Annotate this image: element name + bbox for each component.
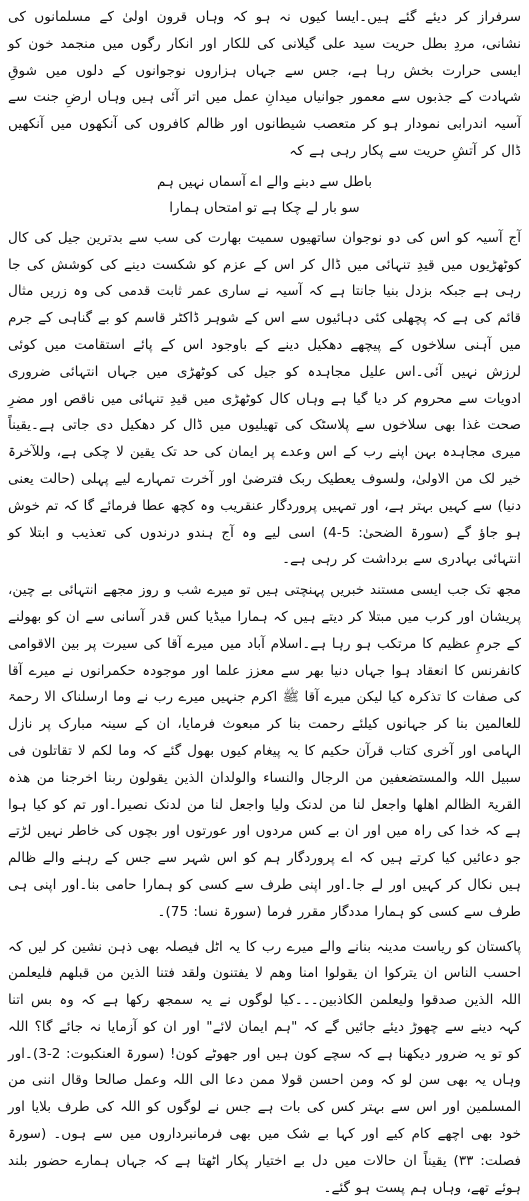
poetry-verse: باطل سے دبنے والے اے آسماں نہیں ہم: [8, 169, 521, 195]
article-paragraph: پاکستان کو ریاست مدینہ بنانے والے میرے رب کا یہ اٹل فیصلہ بھی ذہن نشین کر لیں کہ احسب الناس ان یترکوا ان یقولوا امنا وھم لا یفتنون ولقد فتنا الذین من قبلھم فلیعلمن اللہ الذین صدقوا ولیعلمن الکاذبین۔۔۔کیا لوگوں نے یہ سمجھ رکھا ہے کہ وہ بس اتنا کہہ دینے سے چھوڑ دیئے جائیں گے کہ "ہم ایمان لائے" اور ان کو آزمایا نہ جائے گا؟ اللہ کو تو یہ ضرور دیکھنا ہے کہ سچے کون ہیں اور جھوٹے کون! (سورۃ العنکبوت: 2-3)۔اور وہاں یہ بھی سن لو کہ ومن احسن قولا ممن دعا الی اللہ وعمل صالحا وقال اننی من المسلمین اور اس سے بہتر کس کی بات ہے جس نے لوگوں کو اللہ کی طرف بلایا اور خود بھی اچھے کام کیے اور کہا بے شک میں بھی فرمانبرداروں میں سے ہوں۔ (سورۃ فصلت: ۳۳) یقیناً ان حالات میں دل بے اختیار پکار اٹھتا ہے کہ جہاں ہمارے حضور بلند ہوئے تھے، وہاں ہم پست ہو گئے۔: [8, 934, 521, 1201]
article-paragraph: آج آسیہ کو اس کی دو نوجوان ساتھیوں سمیت بھارت کی سب سے بدترین جیل کی کال کوٹھڑیوں میں قیدِ تنہائی میں ڈال کر اس کے عزم کو شکست دینے کی کوشش کی جا رہی ہے جبکہ بزدل بنیا جانتا ہے کہ آسیہ نے ساری عمر ثابت قدمی کی وہ زریں مثال قائم کی ہے کہ پچھلی کئی دہائیوں سے اس کے شوہر ڈاکٹر قاسم کو بے گناہی کے جرم میں آہنی سلاخوں کے پیچھے دھکیل دینے کے باوجود اس کے پائے استقامت میں کوئی لرزش نہیں آئی۔اس علیل مجاہدہ کو جیل کی کوٹھڑی میں جہاں انتہائی ضروری ادویات سے محروم کر دیا گیا ہے وہاں کال کوٹھڑی میں قیدِ تنہائی میں ناقص اور مضرِ صحت غذا بھی سلاخوں سے پلاسٹک کی تھیلیوں میں ڈال کر دھکیل دی جاتی ہے۔یقیناً میری مجاہدہ بہن اپنے رب کے اس وعدے پر ایمان کی حد تک یقین لا چکی ہے، وللآخرۃ خیر لک من الاولیٰ، ولسوف یعطیک ربک فترضیٰ اور آخرت تمہارے لیے پہلی (حالت یعنی دنیا) سے کہیں بہتر ہے، اور تمہیں پروردگار عنقریب وہ کچھ عطا فرمائے گا کہ تم خوش ہو جاؤ گے (سورۃ الضحیٰ: 5-4) اسی لیے وہ آج ہندو درندوں کی تعذیب و ابتلا کو انتہائی بہادری سے برداشت کر رہی ہے۔: [8, 225, 521, 573]
poetry-verse: سو بار لے چکا ہے تو امتحاں ہمارا: [8, 195, 521, 221]
article-paragraph: سرفراز کر دیئے گئے ہیں۔ایسا کیوں نہ ہو کہ وہاں قرون اولیٰ کے مسلمانوں کی نشانی، مردِ بطل حریت سید علی گیلانی کی للکار اور انکار رگوں میں منجمد خون کو ایسی حرارت بخش رہا ہے، جس سے جہاں ہزاروں نوجوانوں کے دلوں میں شوقِ شہادت کے جذبوں سے معمور جوانیاں میدانِ عمل میں اتر آئی ہیں وہاں ارضِ جنت سے آسیہ اندرابی نمودار ہو کر متعصب شیطانوں اور ظالم کافروں کی آنکھوں میں آنکھیں ڈال کر آتشِ حریت سے پکار رہی ہے کہ: [8, 4, 521, 165]
spacer: [8, 926, 521, 934]
article-paragraph: مجھ تک جب ایسی مستند خبریں پہنچتی ہیں تو میرے شب و روز مجھے انتہائی بے چین، پریشان اور کرب میں مبتلا کر دیتے ہیں کہ ہمارا میڈیا کس قدر آسانی سے ان کو بھولنے کے جرمِ عظیم کا مرتکب ہو رہا ہے۔اسلام آباد میں میرے آقا کی سیرت پر بین الاقوامی کانفرنس کا انعقاد ہوا جہاں دنیا بھر سے معزز علما اور موجودہ حکمرانوں نے میرے آقا کی صفات کا تذکرہ کیا لیکن میرے آقا ﷺ اکرم جنہیں میرے رب نے وما ارسلناک الا رحمۃ للعالمین بنا کر جہانوں کیلئے رحمت بنا کر مبعوث فرمایا، ان کے سینہ مبارک پر نازل الہامی اور آخری کتاب قرآن حکیم کا یہ پیغام کیوں بھول گئے کہ وما لکم لا تقاتلون فی سبیل اللہ والمستضعفین من الرجال والنساء والولدان الذین یقولون ربنا اخرجنا من ھذہ القریۃ الظالم اھلھا واجعل لنا من لدنک ولیا واجعل لنا من لدنک نصیرا۔اور تم کو کیا ہوا ہے کہ خدا کی راہ میں اور ان بے کس مردوں اور عورتوں اور بچوں کی خاطر نہیں لڑتے جو دعائیں کیا کرتے ہیں کہ اے پروردگار ہم کو اس شہر سے جس کے رہنے والے ظالم ہیں نکال کر کہیں اور لے جا۔اور اپنی طرف سے کسی کو ہمارا حامی بنا۔اور اپنی ہی طرف سے کسی کو ہمارا مددگار مقرر فرما (سورۃ نسا: 75)۔: [8, 577, 521, 925]
